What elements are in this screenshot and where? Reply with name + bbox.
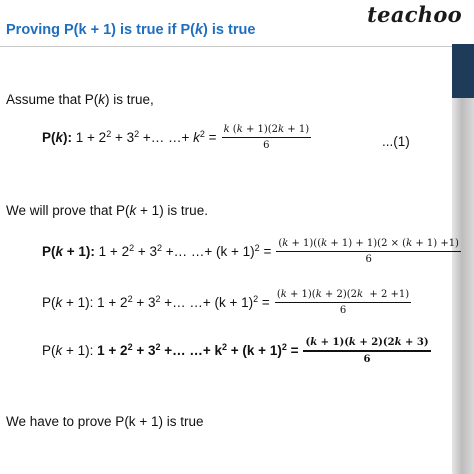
pk1-denominator-c: 6 (363, 353, 371, 365)
pk1-denominator-a: 6 (365, 254, 372, 265)
pk1-fraction-c (303, 337, 430, 365)
pk1-equation-c (42, 337, 431, 365)
equation-reference: ...(1) (382, 134, 410, 149)
pk1-numerator-a: (k + 1)((k + 1) + 1)(2 × (k + 1) +1) (278, 238, 459, 249)
pk1-equation-b (42, 289, 411, 316)
prove-intro-text: We will prove that P(k + 1) is true. (6, 203, 208, 218)
pk1-label-b: P(k + 1): (42, 295, 94, 310)
pk-denominator: 6 (263, 140, 270, 151)
pk-equation (42, 124, 311, 151)
slide-side-tab (452, 44, 474, 98)
pk-numerator: k (k + 1)(2k + 1) (223, 124, 310, 135)
pk1-lhs-c: $1 + 2^2 + 3^2$ +… …+ $k^2 + (k + 1)^2$ = (97, 342, 299, 359)
pk-fraction (222, 124, 312, 151)
pk1-fraction-a (276, 238, 461, 265)
pk1-numerator-c: (k + 1)(k + 2)(2k + 3) (305, 337, 429, 348)
pk1-denominator-b: 6 (339, 305, 347, 316)
pk1-numerator-b: (k + 1)(k + 2)(2k + 2 +1) (276, 289, 410, 300)
pk1-lhs-b: $1 + 2^2 + 3^2$ +… …+ $(k + 1)^2$ = (97, 294, 270, 310)
pk1-equation-a (42, 238, 461, 265)
pk1-label-c: P(k + 1): (42, 343, 94, 359)
pk-label: P(k): (42, 130, 73, 145)
pk-lhs: $1 + 2^2 + 3^2$ +… …+ $k^2$ = (75, 129, 217, 145)
page-title: Proving P(k + 1) is true if P(k) is true (6, 22, 256, 38)
pk1-lhs-a: $1 + 2^2 + 3^2$ +… …+ $(k + 1)^2$ = (98, 243, 272, 259)
pk1-fraction-b (275, 289, 411, 316)
pk1-label-a: P(k + 1): (42, 244, 95, 259)
header-divider (0, 46, 452, 47)
conclusion-text: We have to prove P(k + 1) is true (6, 414, 204, 429)
header-bar (0, 0, 474, 46)
assume-text: Assume that P(k) is true, (6, 92, 154, 107)
teachoo-logo: teachoo (367, 2, 462, 27)
